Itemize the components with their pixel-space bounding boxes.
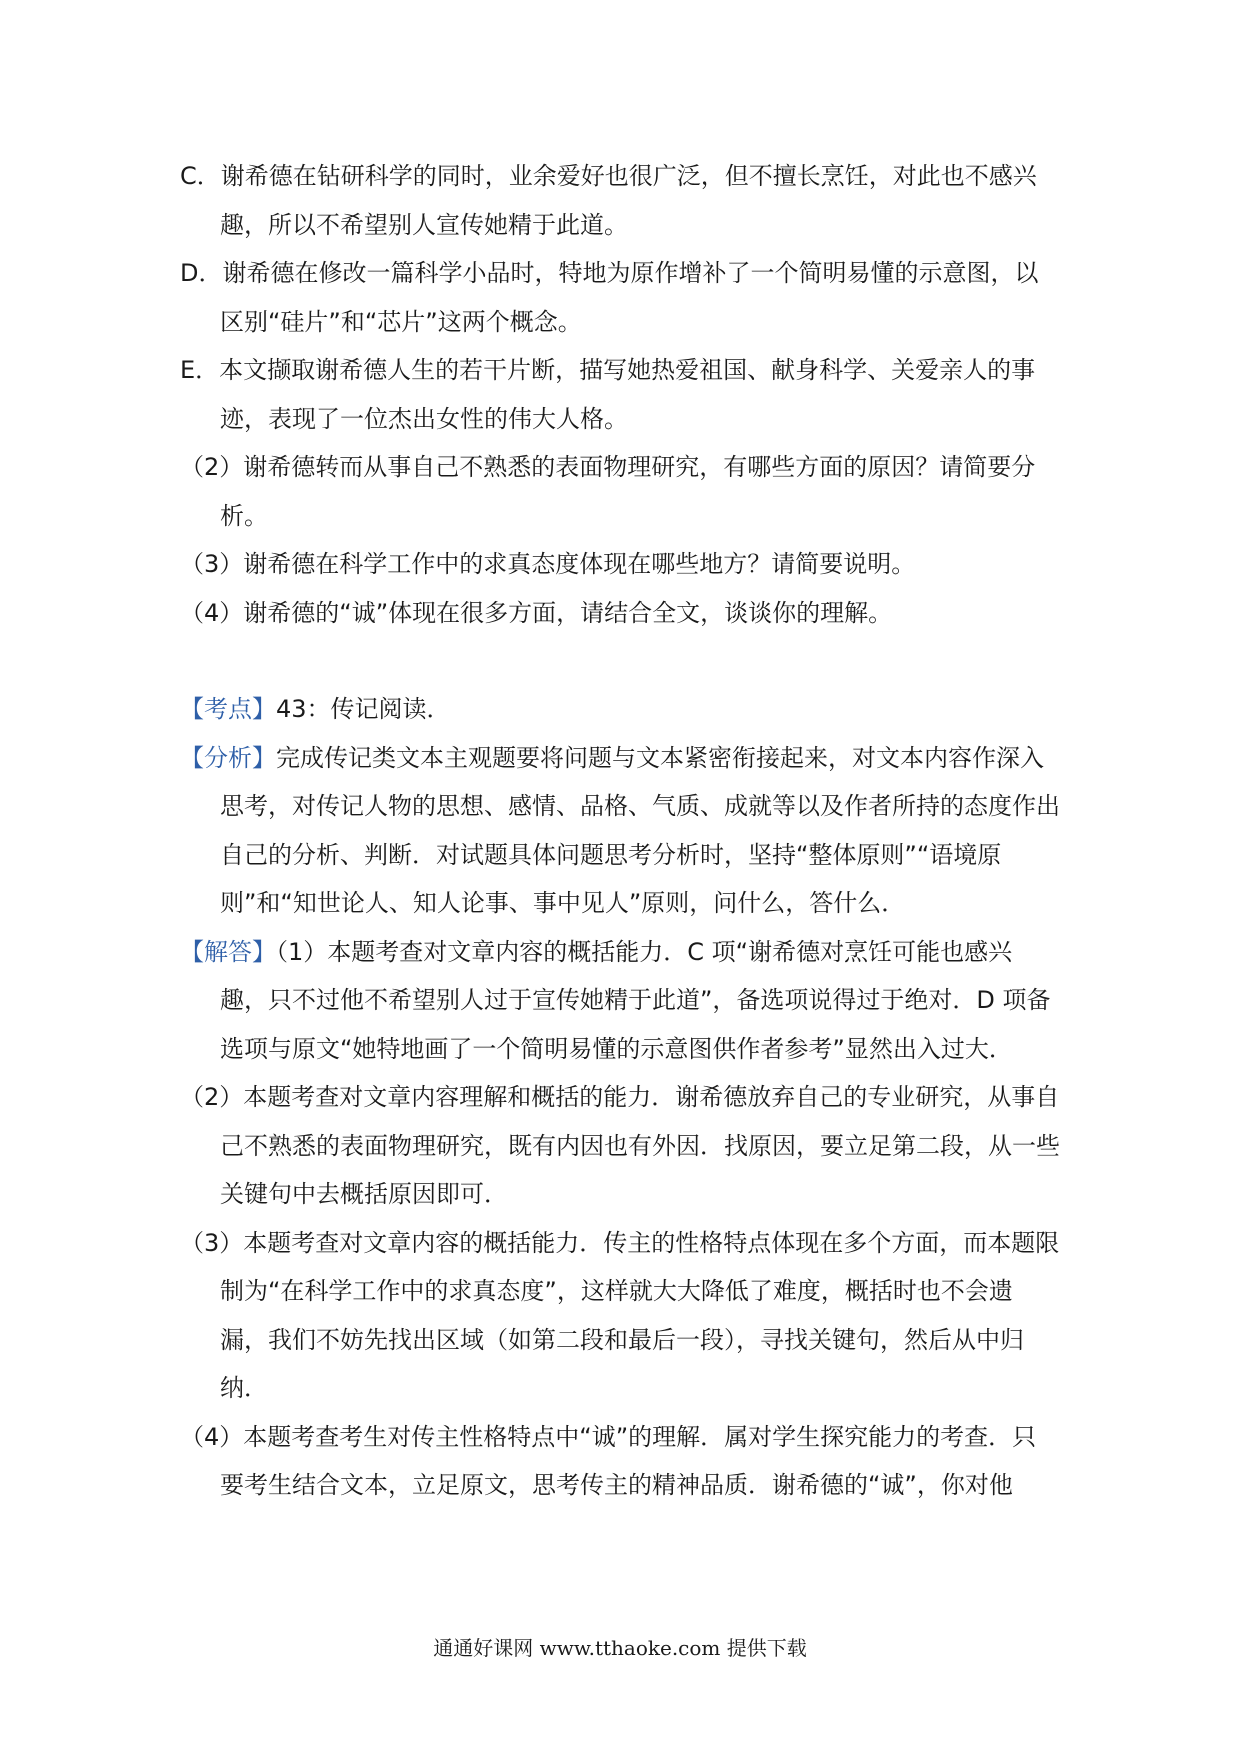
- kaodian-label: 【考点】: [180, 695, 276, 723]
- option-d: D．谢希德在修改一篇科学小品时，特地为原作增补了一个简明易懂的示意图，以区别“硅片”和“芯片”这两个概念。: [180, 259, 1039, 336]
- jieda-section: [180, 928, 1060, 1074]
- question-4: （4）谢希德的“诚”体现在很多方面，请结合全文，谈谈你的理解。: [180, 598, 893, 627]
- fenxi-section: [180, 734, 1060, 928]
- kaodian-text: 43：传记阅读．: [276, 695, 451, 723]
- kaodian-section: [180, 685, 1060, 734]
- option-e: E．本文撷取谢希德人生的若干片断，描写她热爱祖国、献身科学、关爱亲人的事迹，表现了一位杰出女性的伟大人格。: [180, 356, 1036, 433]
- question-3: （3）谢希德在科学工作中的求真态度体现在哪些地方？请简要说明。: [180, 550, 916, 578]
- fenxi-label: 【分析】: [180, 743, 276, 772]
- jieda-label: 【解答】: [180, 937, 276, 966]
- section-gap: [180, 637, 1060, 685]
- fenxi-text: 完成传记类文本主观题要将问题与文本紧密衔接起来，对文本内容作深入思考，对传记人物的思想、感情、品格、气质、成就等以及作者所持的态度作出自己的分析、判断．对试题具体问题思考分析时，坚持“整体原则”“语境原则”和“知世论人、知人论事、事中见人”原则，问什么，答什么．: [220, 743, 1060, 917]
- option-c: C．谢希德在钻研科学的同时，业余爱好也很广泛，但不擅长烹饪，对此也不感兴趣，所以不希望别人宣传她精于此道。: [180, 162, 1037, 239]
- jieda-text: （1）本题考查对文章内容的概括能力．C 项“谢希德对烹饪可能也感兴趣，只不过他不希望别人过于宣传她精于此道”，备选项说得过于绝对．D 项备选项与原文“她特地画了一个简明易懂的示意图供作者参考”显然出入过大．: [220, 937, 1051, 1063]
- document-body: [180, 152, 1060, 1510]
- answer-3: （3）本题考查对文章内容的概括能力．传主的性格特点体现在多个方面，而本题限制为“在科学工作中的求真态度”，这样就大大降低了难度，概括时也不会遗漏，我们不妨先找出区域（如第二段和最后一段），寻找关键句，然后从中归纳．: [180, 1228, 1060, 1402]
- answer-2: （2）本题考查对文章内容理解和概括的能力．谢希德放弃自己的专业研究，从事自己不熟悉的表面物理研究，既有内因也有外因．找原因，要立足第二段，从一些关键句中去概括原因即可．: [180, 1083, 1060, 1208]
- page-footer: 通通好课网 www.tthaoke.com 提供下载: [433, 1636, 807, 1660]
- question-2: （2）谢希德转而从事自己不熟悉的表面物理研究，有哪些方面的原因？请简要分析。: [180, 453, 1036, 530]
- answer-4: （4）本题考查考生对传主性格特点中“诚”的理解．属对学生探究能力的考查．只要考生结合文本，立足原文，思考传主的精神品质．谢希德的“诚”，你对他: [180, 1422, 1037, 1499]
